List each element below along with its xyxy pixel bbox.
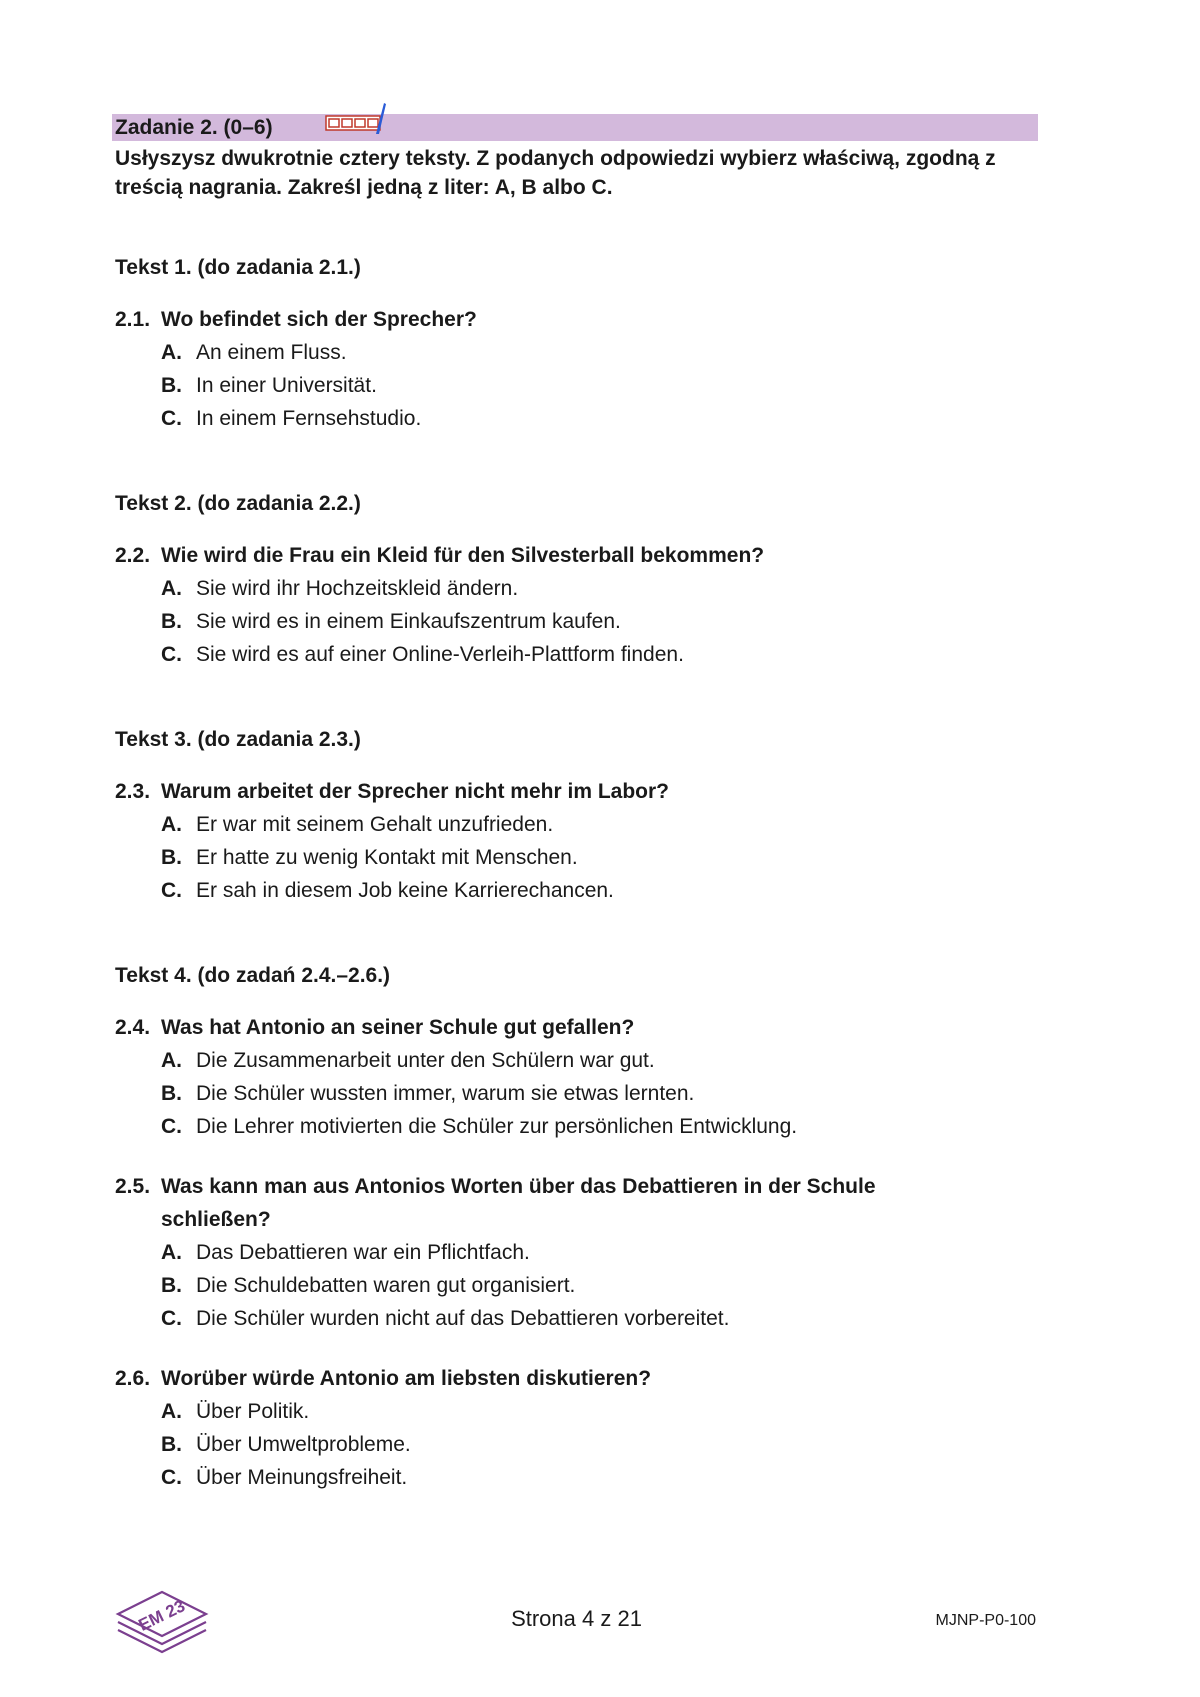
option-b[interactable]: B. In einer Universität. <box>161 374 377 397</box>
question-2-6 <box>115 1362 1055 1494</box>
option-c[interactable]: C. Die Schüler wurden nicht auf das Debattieren vorbereitet. <box>161 1307 730 1330</box>
document-code: MJNP-P0-100 <box>935 1612 1036 1629</box>
question-number: 2.3. <box>115 780 151 803</box>
task-title: Zadanie 2. (0–6) <box>115 116 273 139</box>
option-b[interactable]: B. Die Schuldebatten waren gut organisiert. <box>161 1274 576 1297</box>
option-a[interactable]: A. Er war mit seinem Gehalt unzufrieden. <box>161 813 554 836</box>
section-heading-text-2: Tekst 2. (do zadania 2.2.) <box>115 492 361 515</box>
option-a[interactable]: A. Über Politik. <box>161 1400 310 1423</box>
question-2-4 <box>115 1011 1055 1143</box>
question-text: Was hat Antonio an seiner Schule gut gefallen? <box>161 1016 635 1039</box>
question-text: Worüber würde Antonio am liebsten diskutieren? <box>161 1367 652 1390</box>
task-instruction: Usłyszysz dwukrotnie cztery teksty. Z podanych odpowiedzi wybierz właściwą, zgodną z treścią nagrania. Zakreśl jedną z liter: A, B albo C. <box>115 147 996 199</box>
option-c[interactable]: C. Er sah in diesem Job keine Karrierechancen. <box>161 879 614 902</box>
svg-text:EM 23: EM 23 <box>135 1596 189 1635</box>
option-a[interactable]: A. Sie wird ihr Hochzeitskleid ändern. <box>161 577 519 600</box>
task-header <box>112 114 1038 141</box>
option-a[interactable]: A. Die Zusammenarbeit unter den Schülern war gut. <box>161 1049 655 1072</box>
option-c[interactable]: C. Über Meinungsfreiheit. <box>161 1466 408 1489</box>
page-number: Strona 4 z 21 <box>511 1606 642 1631</box>
option-b[interactable]: B. Die Schüler wussten immer, warum sie etwas lernten. <box>161 1082 695 1105</box>
section-heading-text-4: Tekst 4. (do zadań 2.4.–2.6.) <box>115 964 391 987</box>
option-b[interactable]: B. Er hatte zu wenig Kontakt mit Menschen. <box>161 846 578 869</box>
question-number: 2.4. <box>115 1016 151 1039</box>
question-number: 2.5. <box>115 1175 151 1198</box>
question-text: Wie wird die Frau ein Kleid für den Silvesterball bekommen? <box>161 544 765 567</box>
question-text: Was kann man aus Antonios Worten über das Debattieren in der Schule schließen? <box>161 1175 876 1231</box>
question-number: 2.6. <box>115 1367 151 1390</box>
question-text: Wo befindet sich der Sprecher? <box>161 308 477 331</box>
option-b[interactable]: B. Sie wird es in einem Einkaufszentrum kaufen. <box>161 610 621 633</box>
option-a[interactable]: A. Das Debattieren war ein Pflichtfach. <box>161 1241 530 1264</box>
question-2-1 <box>115 303 1055 435</box>
option-c[interactable]: C. In einem Fernsehstudio. <box>161 407 422 430</box>
question-text: Warum arbeitet der Sprecher nicht mehr im Labor? <box>161 780 669 803</box>
question-number: 2.1. <box>115 308 151 331</box>
section-heading-text-1: Tekst 1. (do zadania 2.1.) <box>115 256 361 279</box>
question-2-3 <box>115 775 1055 907</box>
option-c[interactable]: C. Sie wird es auf einer Online-Verleih-Plattform finden. <box>161 643 684 666</box>
option-c[interactable]: C. Die Lehrer motivierten die Schüler zur persönlichen Entwicklung. <box>161 1115 798 1138</box>
question-number: 2.2. <box>115 544 151 567</box>
option-a[interactable]: A. An einem Fluss. <box>161 341 347 364</box>
section-heading-text-3: Tekst 3. (do zadania 2.3.) <box>115 728 361 751</box>
option-b[interactable]: B. Über Umweltprobleme. <box>161 1433 411 1456</box>
question-2-5 <box>115 1170 945 1335</box>
question-2-2 <box>115 539 1055 671</box>
recording-icon <box>324 101 386 141</box>
